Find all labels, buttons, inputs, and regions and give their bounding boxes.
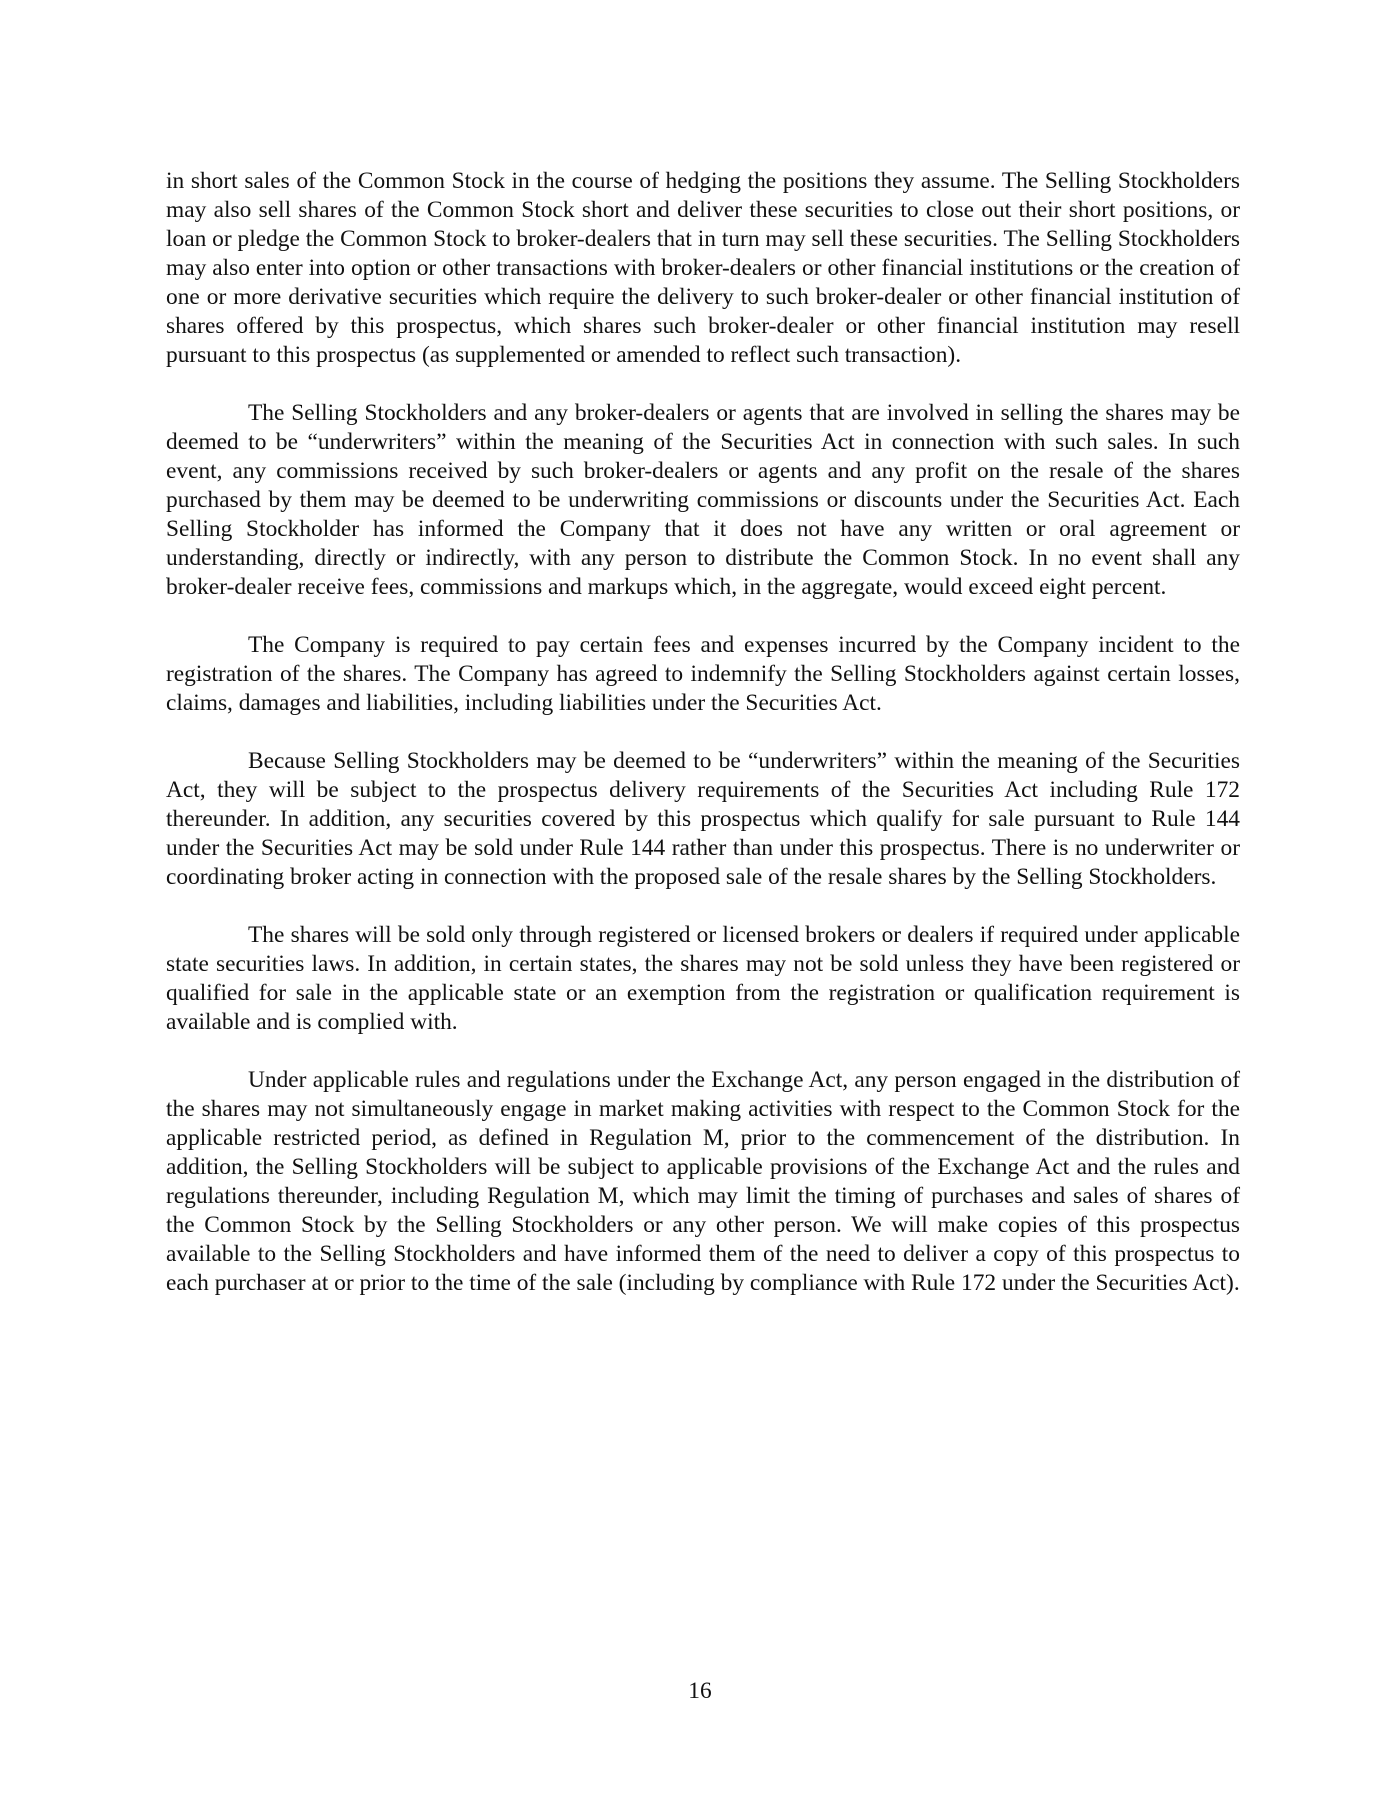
page-number: 16 — [688, 1678, 712, 1704]
document-body — [166, 167, 1240, 1327]
paragraph-fees-expenses: The Company is required to pay certain fees and expenses incurred by the Company incident to the registration of the shares. The Company has agreed to indemnify the Selling Stockholders against certain losses, claims, damages and liabilities, including liabilities under the Securities Act. — [166, 632, 1240, 716]
paragraph-hedging-short-sales: in short sales of the Common Stock in the course of hedging the positions they assume. The Selling Stockholders may also sell shares of the Common Stock short and deliver these securities to close out their short positions, or loan or pledge the Common Stock to broker-dealers that in turn may sell these securities. The Selling Stockholders may also enter into option or other transactions with broker-dealers or other financial institutions or the creation of one or more derivative securities which require the delivery to such broker-dealer or other financial institution of shares offered by this prospectus, which shares such broker-dealer or other financial institution may resell pursuant to this prospectus (as supplemented or amended to reflect such transaction). — [166, 168, 1240, 368]
paragraph-state-securities-laws: The shares will be sold only through registered or licensed brokers or dealers if required under applicable state securities laws. In addition, in certain states, the shares may not be sold unless they have been registered or qualified for sale in the applicable state or an exemption from the registration or qualification requirement is available and is complied with. — [166, 922, 1240, 1035]
paragraph-regulation-m: Under applicable rules and regulations under the Exchange Act, any person engaged in the distribution of the shares may not simultaneously engage in market making activities with respect to the Common Stock for the applicable restricted period, as defined in Regulation M, prior to the commencement of the distribution. In addition, the Selling Stockholders will be subject to applicable provisions of the Exchange Act and the rules and regulations thereunder, including Regulation M, which may limit the timing of purchases and sales of shares of the Common Stock by the Selling Stockholders or any other person. We will make copies of this prospectus available to the Selling Stockholders and have informed them of the need to deliver a copy of this prospectus to each purchaser at or prior to the time of the sale (including by compliance with Rule 172 under the Securities Act). — [166, 1067, 1240, 1296]
paragraph-underwriters: The Selling Stockholders and any broker-dealers or agents that are involved in selling the shares may be deemed to be “underwriters” within the meaning of the Securities Act in connection with such sales. In such event, any commissions received by such broker-dealers or agents and any profit on the resale of the shares purchased by them may be deemed to be underwriting commissions or discounts under the Securities Act. Each Selling Stockholder has informed the Company that it does not have any written or oral agreement or understanding, directly or indirectly, with any person to distribute the Common Stock. In no event shall any broker-dealer receive fees, commissions and markups which, in the aggregate, would exceed eight percent. — [166, 400, 1240, 600]
paragraph-prospectus-delivery: Because Selling Stockholders may be deemed to be “underwriters” within the meaning of the Securities Act, they will be subject to the prospectus delivery requirements of the Securities Act including Rule 172 thereunder. In addition, any securities covered by this prospectus which qualify for sale pursuant to Rule 144 under the Securities Act may be sold under Rule 144 rather than under this prospectus. There is no underwriter or coordinating broker acting in connection with the proposed sale of the resale shares by the Selling Stockholders. — [166, 748, 1240, 890]
